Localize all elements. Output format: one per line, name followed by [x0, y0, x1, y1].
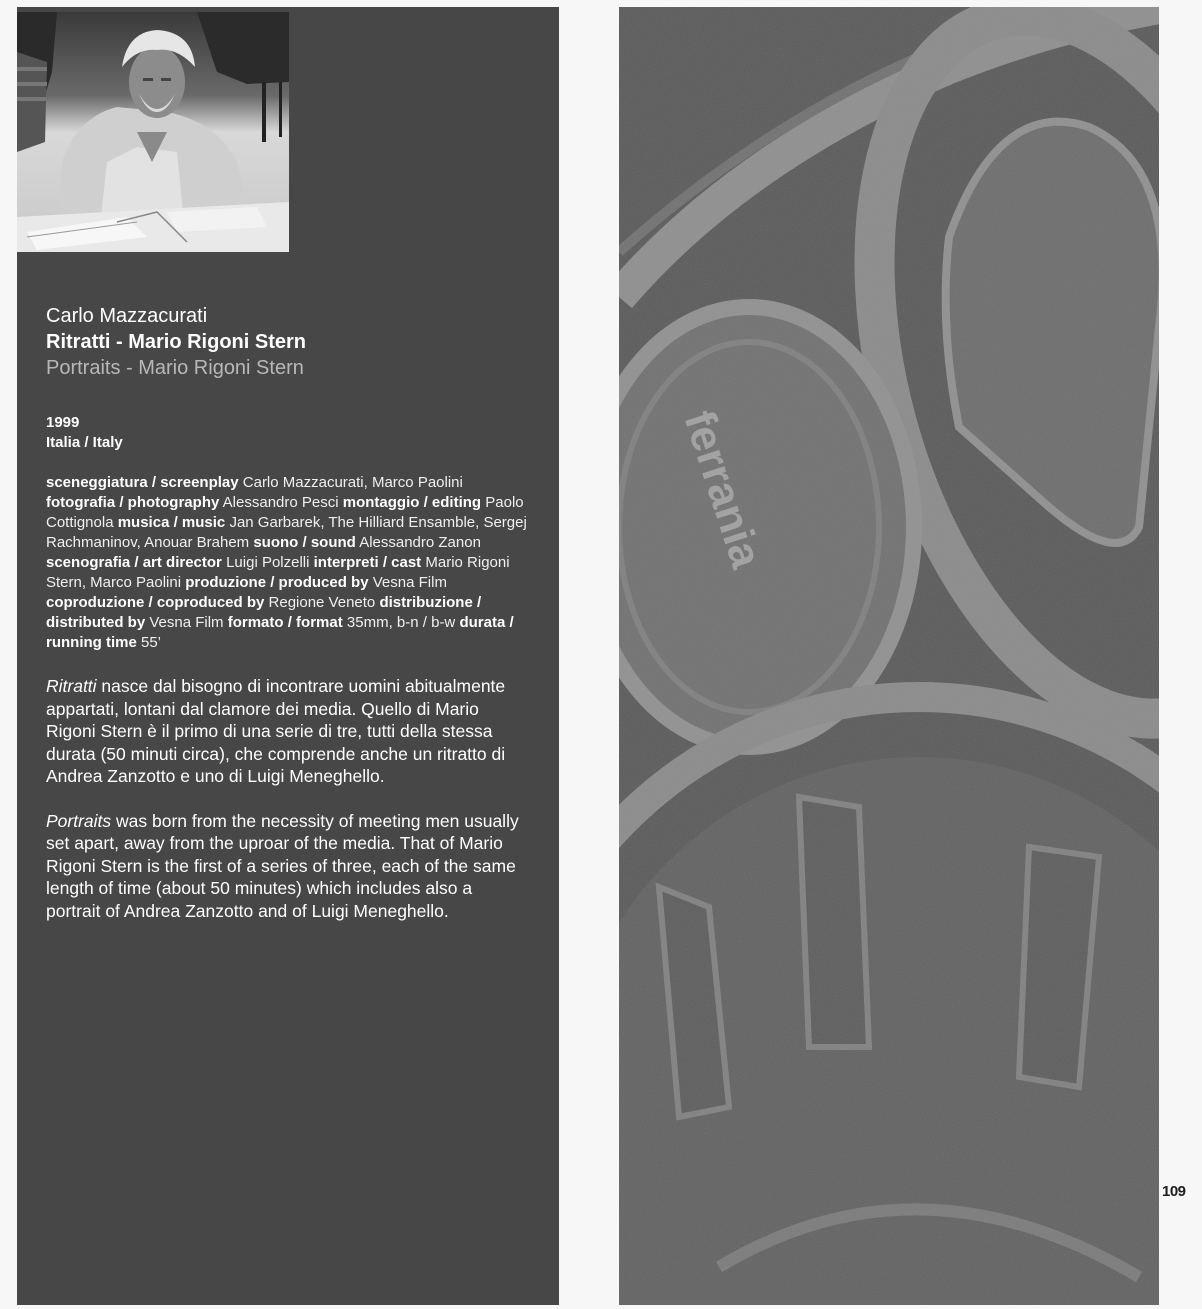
synopsis-text: was born from the necessity of meeting men usually set apart, away from the uproar of the media. That of Mario Rigoni Stern is the first of a series of three, each of the same length of time (about 50 minutes) which includes also a portrait of Andrea Zanzotto and of Luigi Meneghello.	[46, 810, 519, 921]
credit-label: formato / format	[227, 614, 343, 631]
synopsis-english	[46, 810, 531, 923]
credit-value: Vesna Film	[372, 574, 447, 591]
credit-value: Vesna Film	[149, 614, 224, 631]
credit-label: interpreti / cast	[313, 554, 422, 571]
credit-label: sceneggiatura / screenplay	[46, 474, 239, 491]
film-country: Italia / Italy	[46, 434, 123, 451]
credit-value: Mario Rigoni Stern, Marco Paolini	[46, 554, 510, 591]
film-reels-photo	[619, 7, 1159, 1305]
synopsis-italian	[46, 675, 531, 788]
credit-item	[46, 474, 463, 491]
credit-value: Paolo Cottignola	[46, 494, 524, 531]
credit-value: Alessandro Pesci	[222, 494, 339, 511]
synopsis-text: nasce dal bisogno di incontrare uomini abitualmente appartati, lontani dal clamore dei media. Quello di Mario Rigoni Stern è il primo di una serie di tre, tutti della stessa durata (50 minuti circa), che comprende anche un ritratto di Andrea Zanzotto e uno di Luigi Meneghello.	[46, 676, 506, 786]
director-name: Carlo Mazzacurati	[46, 305, 208, 327]
credit-item	[46, 494, 339, 511]
credit-label: coproduzione / coproduced by	[46, 594, 265, 611]
film-meta	[46, 413, 531, 453]
synopsis-title-ref: Portraits	[46, 810, 112, 831]
credit-label: distribuzione / distributed by	[46, 594, 482, 631]
credit-label: durata / running time	[46, 614, 514, 651]
film-reels-image	[619, 7, 1159, 1305]
credit-value: 35mm, b-n / b-w	[346, 614, 456, 631]
director-portrait-photo	[17, 12, 289, 252]
credit-value: Alessandro Zanon	[359, 534, 481, 551]
credit-item	[228, 614, 456, 631]
film-info-panel	[17, 7, 559, 1305]
credit-label: scenografia / art director	[46, 554, 222, 571]
credit-label: fotografia / photography	[46, 494, 220, 511]
credit-label: produzione / produced by	[185, 574, 369, 591]
film-title-italian: Ritratti - Mario Rigoni Stern	[46, 331, 306, 353]
film-text-block	[46, 303, 531, 922]
film-title-english: Portraits - Mario Rigoni Stern	[46, 357, 304, 379]
credit-label: musica / music	[117, 514, 226, 531]
credit-label: montaggio / editing	[342, 494, 482, 511]
portrait-image	[17, 12, 289, 252]
film-year: 1999	[46, 414, 80, 431]
synopsis-title-ref: Ritratti	[46, 676, 97, 696]
credit-item	[46, 594, 375, 611]
credit-item	[46, 554, 309, 571]
credit-value: Luigi Polzelli	[226, 554, 310, 571]
credit-item	[185, 574, 447, 591]
credit-label: suono / sound	[253, 534, 356, 551]
page-number: 109	[1162, 1183, 1186, 1200]
credits-list	[46, 473, 531, 653]
credit-value: Jan Garbarek, The Hilliard Ensamble, Sergej Rachmaninov, Anouar Brahem	[46, 514, 527, 551]
credit-value: Carlo Mazzacurati, Marco Paolini	[242, 474, 463, 491]
credit-value: Regione Veneto	[268, 594, 376, 611]
credit-value: 55’	[141, 634, 162, 651]
credit-item	[253, 534, 481, 551]
